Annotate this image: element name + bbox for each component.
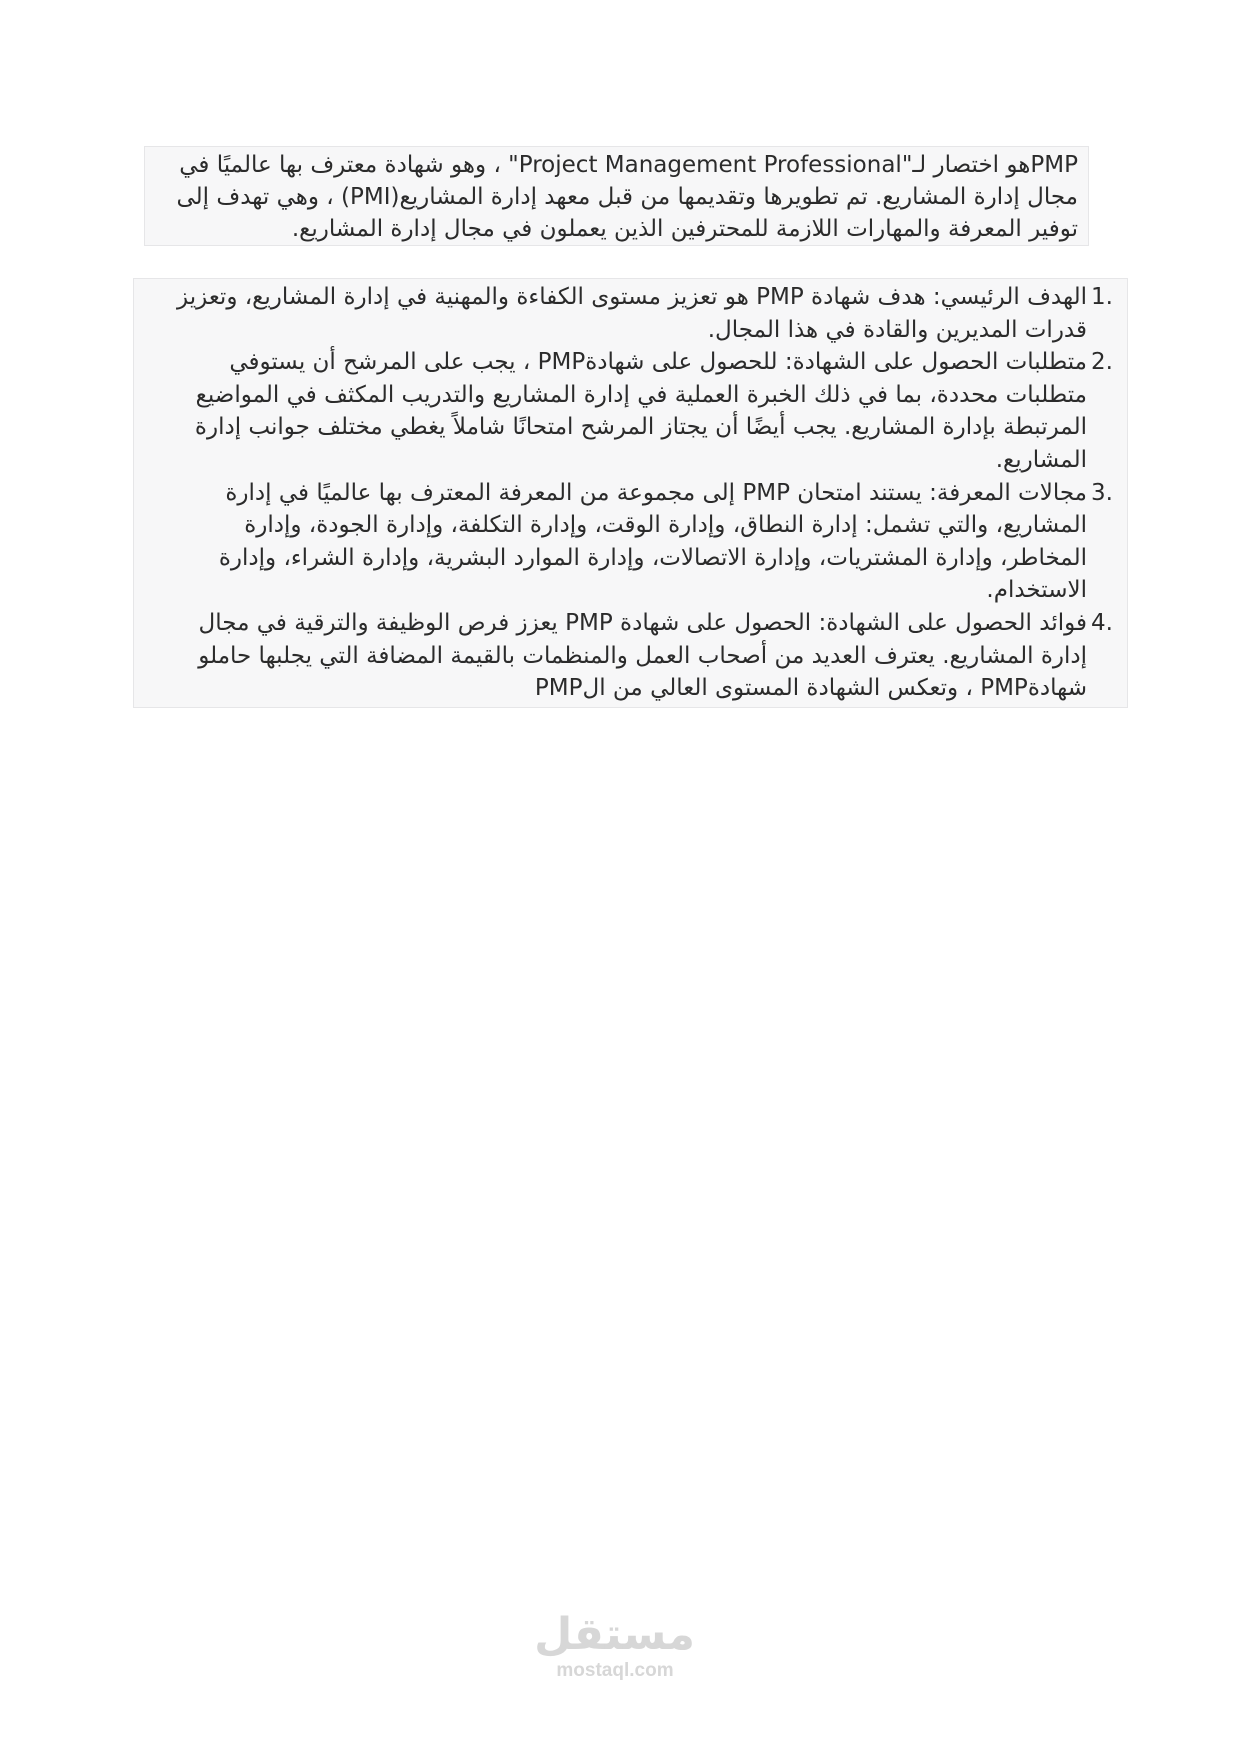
list-item: [134, 477, 1127, 607]
list-item-text: متطلبات الحصول على الشهادة: للحصول على شهادةPMP ، يجب على المرشح أن يستوفي متطلبات محددة، بما في ذلك الخبرة العملية في إدارة المشاريع والتدريب المكثف في المواضيع المرتبطة بإدارة المشاريع. يجب أيضًا أن يجتاز المرشح امتحانًا شاملاً يغطي مختلف جوانب إدارة المشاريع.: [194, 349, 1087, 473]
intro-paragraph-box: [144, 146, 1089, 246]
numbered-list-box: [133, 278, 1128, 708]
list-item-text: مجالات المعرفة: يستند امتحان PMP إلى مجموعة من المعرفة المعترف بها عالميًا في إدارة المشاريع، والتي تشمل: إدارة النطاق، وإدارة الوقت، وإدارة التكلفة، وإدارة الجودة، وإدارة المخاطر، وإدارة المشتريات، وإدارة الاتصالات، وإدارة الموارد البشرية، وإدارة الشراء، وإدارة الاستخدام.: [218, 479, 1087, 604]
list-item-number: 1.: [1091, 284, 1113, 310]
list-item: [134, 346, 1127, 476]
intro-paragraph: PMPهو اختصار لـ"Project Management Professional" ، وهو شهادة معترف بها عالميًا في مجال إدارة المشاريع. تم تطويرها وتقديمها من قبل معهد إدارة المشاريع(PMI) ، وهي تهدف إلى توفير المعرفة والمهارات اللازمة للمحترفين الذين يعملون في مجال إدارة المشاريع.: [176, 152, 1078, 242]
watermark-url: mostaql.com: [556, 1660, 674, 1681]
list-item-number: 3.: [1091, 479, 1113, 506]
watermark-logo: مستقل: [534, 1609, 695, 1660]
list-item-text: فوائد الحصول على الشهادة: الحصول على شهادة PMP يعزز فرص الوظيفة والترقية في مجال إدارة المشاريع. يعترف العديد من أصحاب العمل والمنظمات بالقيمة المضافة التي يجلبها حاملو شهادةPMP ، وتعكس الشهادة المستوى العالي من الPMP: [198, 609, 1087, 702]
watermark: [535, 1610, 695, 1682]
numbered-list: [134, 279, 1127, 705]
list-item-number: 2.: [1091, 349, 1113, 376]
list-item-number: 4.: [1091, 609, 1113, 636]
list-item: [134, 607, 1127, 705]
list-item: [134, 281, 1127, 346]
list-item-text: الهدف الرئيسي: هدف شهادة PMP هو تعزيز مستوى الكفاءة والمهنية في إدارة المشاريع، وتعزيز قدرات المديرين والقادة في هذا المجال.: [177, 284, 1087, 343]
